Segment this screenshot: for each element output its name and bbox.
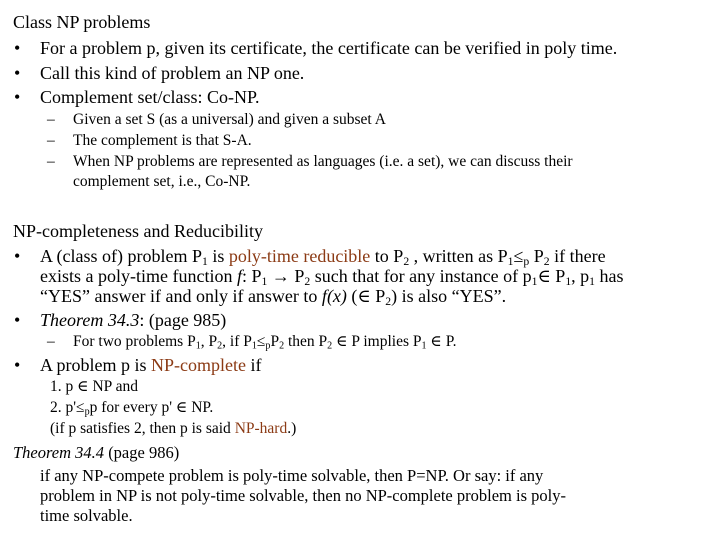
np-hard-note: (if p satisfies 2, then p is said NP-hard.) <box>50 420 297 437</box>
section1-bullet-1: For a problem p, given its certificate, the certificate can be verified in poly time. <box>40 38 618 58</box>
bullet-glyph: • <box>14 38 21 58</box>
section2-title: NP-completeness and Reducibility <box>13 221 263 241</box>
theorem-34-3-label: Theorem 34.3 <box>40 310 140 330</box>
condition-1: 1. p ∈ NP and <box>50 378 138 395</box>
reducible-line-2: exists a poly-time function f: $P_1 \to P_2$ such that for any instance of $p_1\in$ $P_1$, $p_1$ has <box>40 266 624 288</box>
bullet-glyph: • <box>14 63 21 83</box>
theorem-34-4-line-2: problem in NP is not poly-time solvable, then no NP-complete problem is poly- <box>40 486 566 505</box>
np-hard-term: NP-hard <box>234 420 288 437</box>
bullet-glyph: • <box>14 310 21 330</box>
section1-sub-1: Given a set S (as a universal) and given a subset A <box>73 111 386 128</box>
poly-time-reducible-term: poly-time reducible <box>228 246 371 266</box>
theorem-34-4-heading: Theorem 34.4 (page 986) <box>13 443 180 462</box>
section1-sub-3-cont: complement set, i.e., Co-NP. <box>73 173 251 190</box>
bullet-glyph: • <box>14 246 21 266</box>
reducible-line-1: A (class of) problem $P_1$ is poly-time reducible to $P_2$ , written as $P_1\le_p$ $P_2$ if there <box>40 246 606 268</box>
np-complete-term: NP-complete <box>151 355 246 375</box>
np-complete-line: A problem p is NP-complete if <box>40 355 262 375</box>
condition-2: 2. $p'\le_pp$ for every p' ∈ NP. <box>50 399 214 418</box>
two-problems-line: For two problems $P_1$, $P_2$, if $P_1\le_pP_2$ then $P_2$ ∈ P implies $P_1$ ∈ P. <box>73 333 457 352</box>
bullet-glyph: • <box>14 87 21 107</box>
theorem-34-3-line: Theorem 34.3: (page 985) <box>40 310 227 330</box>
section1-bullet-2: Call this kind of problem an NP one. <box>40 63 305 83</box>
theorem-34-4-label: Theorem 34.4 <box>13 443 105 462</box>
dash-glyph: – <box>47 333 55 350</box>
reducible-line-3: “YES” answer if and only if answer to f(x) (∈ $P_2$) is also “YES”. <box>40 286 507 308</box>
theorem-34-4-line-1: if any NP-compete problem is poly-time solvable, then P=NP. Or say: if any <box>40 466 544 485</box>
section1-bullet-3: Complement set/class: Co-NP. <box>40 87 260 107</box>
bullet-glyph: • <box>14 355 21 375</box>
section1-sub-3: When NP problems are represented as languages (i.e. a set), we can discuss their <box>73 153 573 170</box>
dash-glyph: – <box>47 153 55 170</box>
section1-title: Class NP problems <box>13 12 151 32</box>
theorem-34-4-line-3: time solvable. <box>40 506 133 525</box>
section1-sub-2: The complement is that S-A. <box>73 132 252 149</box>
dash-glyph: – <box>47 111 55 128</box>
dash-glyph: – <box>47 132 55 149</box>
